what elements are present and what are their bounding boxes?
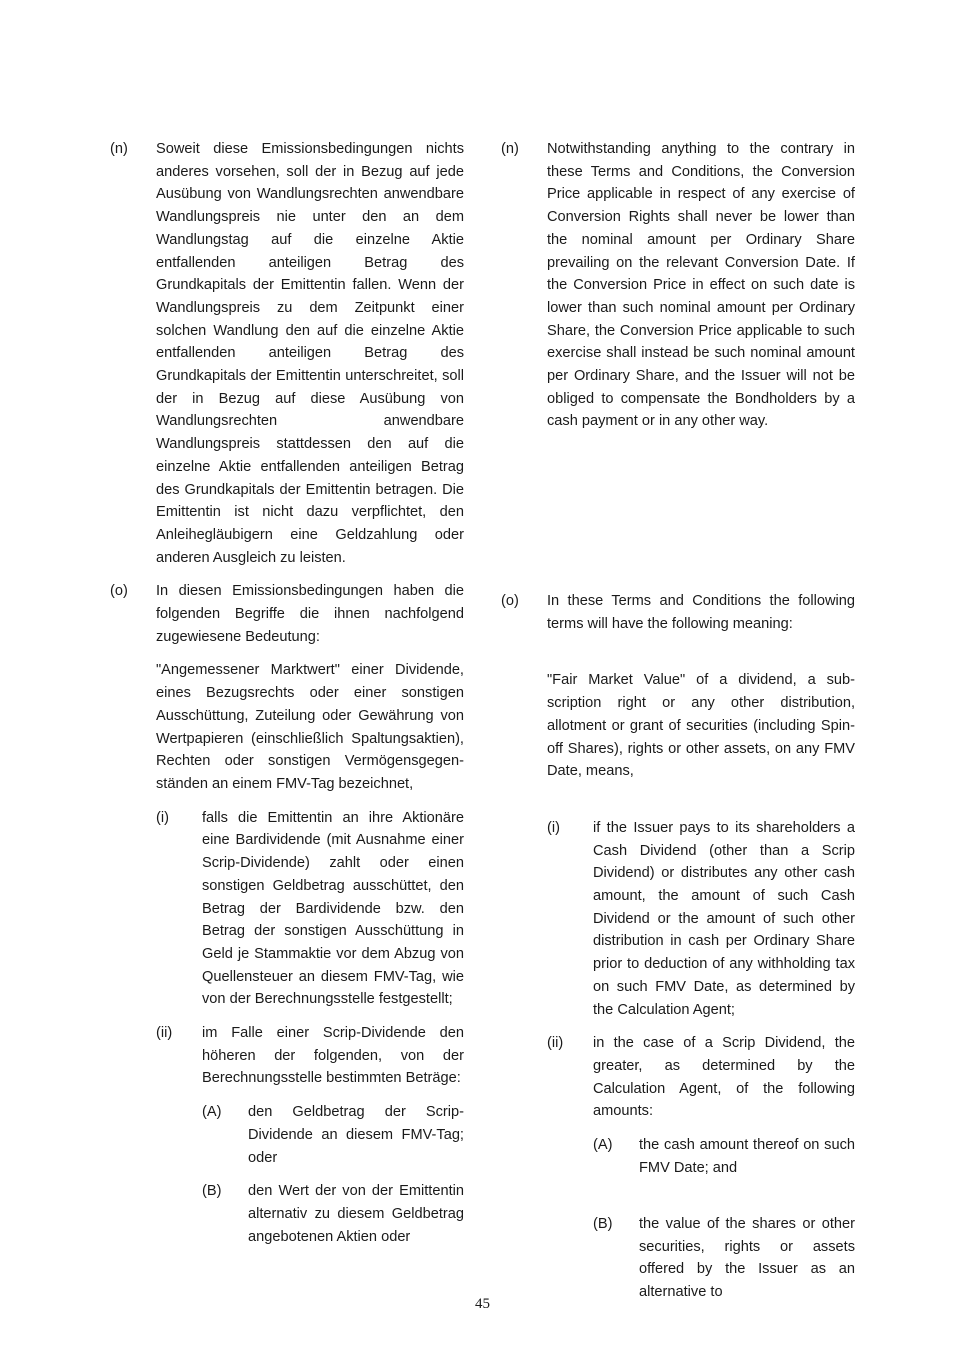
clause-text: im Falle einer Scrip-Dividende den höheren der folgenden, von der Berechnungsstelle bestimmten Beträge:: [202, 1025, 464, 1087]
clause-label: (B): [593, 1216, 613, 1233]
clause-B-english: [593, 1213, 855, 1304]
clause-text: den Wert der von der Emittentin alternativ zu diesem Geldbetrag angebotenen Aktien oder: [248, 1183, 464, 1245]
section-n-english: [501, 138, 855, 579]
section-o-german: [110, 580, 464, 795]
clause-A-english: [593, 1134, 855, 1202]
clause-text: if the Issuer pays to its shareholders a Cash Dividend (other than a Scrip Dividend) or distributes any other cash amount, the amount of such Cash Dividend or the amount of such other distribution in cash per Ordinary Share prior to deduction of any withholding tax on such FMV Date, as determined by the Calculation Agent;: [593, 819, 855, 1018]
section-text: Notwithstanding anything to the contrary in these Terms and Conditions, the Conversion Price applicable in respect of any exercise of Conversion Rights shall never be lower than the nominal amount per Ordinary Share prevailing on the relevant Conversion Date. If the Conversion Price in effect on such date is lower than such nominal amount per Ordinary Share, the Conversion Price applicable to such exercise shall instead be such nominal amount per Ordinary Share, and the Issuer will not be obliged to compensate the Bondholders by a cash payment or in any other way.: [547, 141, 855, 430]
section-o-english: [501, 590, 855, 783]
german-column: [110, 138, 464, 1248]
clause-text: in the case of a Scrip Dividend, the greater, as determined by the Calculation Agent, of the following amounts:: [593, 1035, 855, 1120]
clause-ii-english: [547, 1032, 855, 1123]
section-label: (n): [110, 141, 128, 157]
page-number: 45: [475, 1296, 490, 1312]
clause-label: (i): [547, 819, 560, 836]
section-text: Soweit diese Emissionsbedingungen nichts anderes vorsehen, soll der in Bezug auf jede Ausübung von Wandlungsrechten anwendbare Wandlungspreis nie unter den an dem Wandlungstag auf die einzelne Aktie entfallenden anteiligen Betrag des Grundkapitals der Emittentin fallen. Wenn der Wandlungspreis zu dem Zeitpunkt einer solchen Wandlung den auf die einzelne Aktie entfallenden anteiligen Betrag des Grundkapitals der Emittentin unterschreitet, soll der in Bezug auf diese Ausübung von Wandlungsrechten anwendbare Wandlungspreis stattdessen den auf die einzelne Aktie entfallenden anteiligen Betrag des Grundkapitals der Emittentin betragen. Die Emittentin ist nicht dazu verpflichtet, den Anleihegläubigern eine Geldzahlung oder anderen Ausgleich zu leisten.: [156, 141, 464, 566]
section-text: In these Terms and Conditions the following terms will have the following meaning:: [547, 593, 855, 632]
clause-text: the cash amount thereof on such FMV Date; and: [639, 1137, 855, 1176]
clause-B-german: [202, 1180, 464, 1248]
clause-label: (A): [202, 1104, 222, 1121]
clause-text: the value of the shares or other securities, rights or assets offered by the Issuer as an alternative to: [639, 1216, 855, 1301]
section-label: (o): [110, 583, 128, 600]
clause-text: falls die Emittentin an ihre Aktionäre eine Bardividende (mit Ausnahme einer Scrip-Dividende) zahlt oder einen sonstigen Geldbetrag ausschüttet, den Betrag der Bardividende bzw. den Betrag der sonstigen Ausschüttung in Geld je Stammaktie vor dem Abzug von Quellensteuer an diesem FMV-Tag, wie von der Berechnungsstelle festgestellt;: [202, 809, 464, 1008]
clause-i-english: [547, 817, 855, 1021]
section-n-german: [110, 138, 464, 569]
clause-label: (i): [156, 809, 169, 826]
english-column: [501, 138, 855, 1304]
clause-label: (ii): [156, 1025, 173, 1042]
definition-text: "Fair Market Value" of a dividend, a sub-scription right or any other distribution, allotment or grant of securities (including Spin-off Shares), rights or other assets, on any FMV Date, means,: [547, 672, 855, 780]
clause-label: (A): [593, 1137, 613, 1154]
clause-label: (ii): [547, 1035, 564, 1052]
section-text: In diesen Emissionsbedingungen haben die folgenden Begriffe die ihnen nachfolgend zugewiesene Bedeutung:: [156, 583, 464, 645]
clause-ii-german: [156, 1022, 464, 1090]
section-label: (n): [501, 141, 519, 157]
clause-i-german: [156, 807, 464, 1011]
clause-text: den Geldbetrag der Scrip-Dividende an diesem FMV-Tag; oder: [248, 1104, 464, 1166]
definition-text: "Angemessener Marktwert" einer Dividende, eines Bezugsrechts oder einer sonstigen Ausschüttung, Zuteilung oder Gewährung von Wertpapieren (einschließlich Spaltungsaktien), Rechten oder sonstigen Vermögensgegen-ständen an einem FMV-Tag bezeichnet,: [156, 662, 464, 792]
clause-label: (B): [202, 1183, 222, 1200]
section-label: (o): [501, 593, 519, 609]
clause-A-german: [202, 1101, 464, 1169]
